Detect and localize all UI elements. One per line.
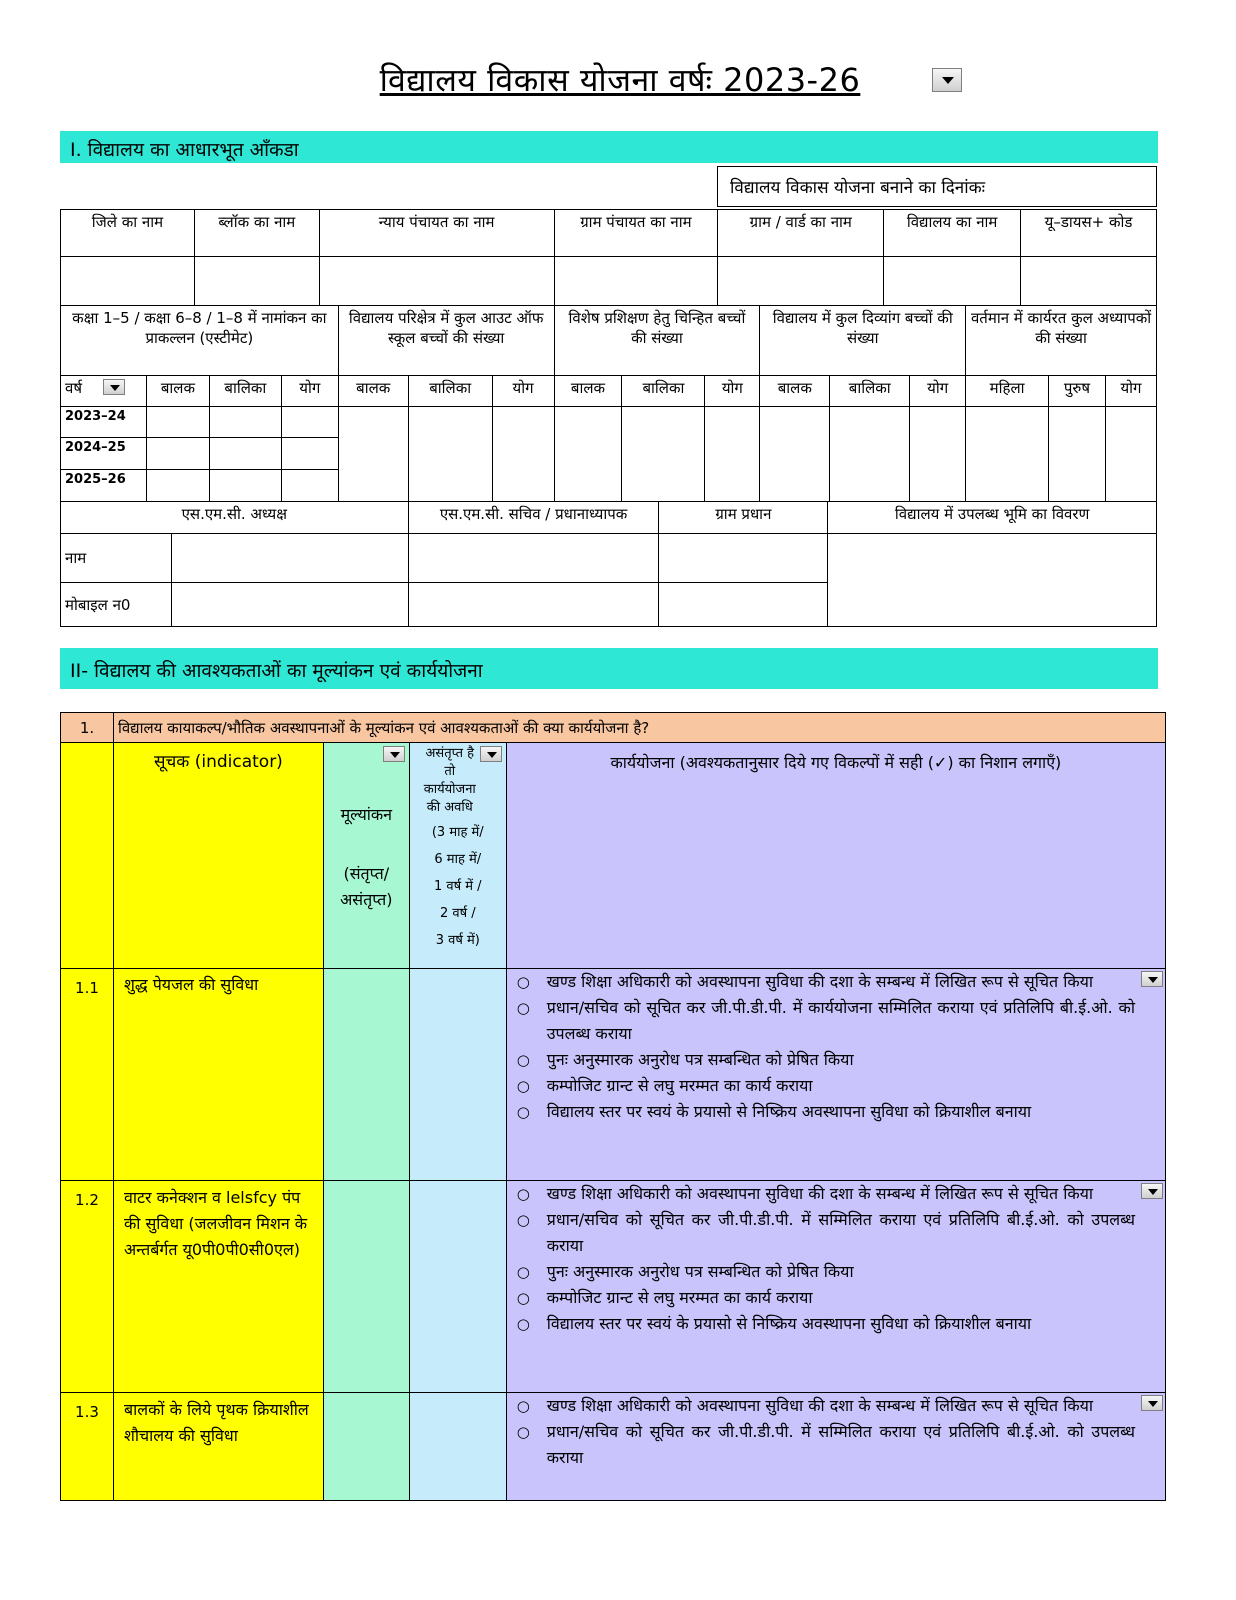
action-option[interactable]: ○ विद्यालय स्तर पर स्वयं के प्रयासो से निष्क्रिय अवस्थापना सुविधा को क्रियाशील बनाया (507, 1099, 1135, 1125)
oos-boys-input[interactable] (338, 407, 408, 502)
action-option[interactable]: ○ प्रधान/सचिव को सूचित कर जी.पी.डी.पी. में सम्मिलित कराया एवं प्रतिलिपि बी.ई.ओ. को उपलब्ध कराया (507, 1419, 1135, 1471)
plan-date-field[interactable]: विद्यालय विकास योजना बनाने का दिनांकः (717, 166, 1157, 207)
duration-dropdown-icon[interactable] (480, 746, 502, 762)
action-dropdown-icon[interactable] (1141, 1183, 1163, 1199)
smc-table (60, 501, 1157, 627)
name-label: नाम (61, 534, 172, 583)
duration-input[interactable] (409, 1181, 506, 1393)
sub-header-boys: बालक (146, 376, 209, 407)
nyay-panchayat-input[interactable] (319, 257, 554, 306)
training-total-input[interactable] (705, 407, 760, 502)
evaluation-options: (संतृप्त/ असंतृप्त) (340, 864, 393, 909)
training-girls-input[interactable] (622, 407, 705, 502)
block-input[interactable] (194, 257, 319, 306)
enroll-girls-input[interactable] (209, 438, 281, 470)
action-option[interactable]: ○ कम्पोजिट ग्रान्ट से लघु मरम्मत का कार्य कराया (507, 1073, 1135, 1099)
header-school-name: विद्यालय का नाम (884, 210, 1021, 257)
header-udise-code: यू–डायस+ कोड (1021, 210, 1157, 257)
village-ward-input[interactable] (718, 257, 884, 306)
action-option[interactable]: ○ खण्ड शिक्षा अधिकारी को अवस्थापना सुविधा की दशा के सम्बन्ध में लिखित रूप से सूचित किया (507, 1393, 1135, 1419)
udise-code-input[interactable] (1021, 257, 1157, 306)
sub-header-female: महिला (966, 376, 1049, 407)
smc-president-mobile-input[interactable] (171, 583, 408, 627)
duration-option: 1 वर्ष में / (433, 879, 482, 894)
sub-header-male: पुरुष (1049, 376, 1106, 407)
duration-label: असंतृप्त है तो कार्ययोजना की अवधि (423, 746, 476, 815)
year-dropdown-icon[interactable] (103, 379, 125, 395)
header-nyay-panchayat: न्याय पंचायत का नाम (319, 210, 554, 257)
header-enrollment-estimate: कक्षा 1–5 / कक्षा 6–8 / 1–8 में नामांकन का प्राकल्लन (एस्टीमेट) (61, 306, 339, 376)
enroll-boys-input[interactable] (146, 407, 209, 438)
evaluation-label: मूल्यांकन (340, 805, 393, 824)
duration-input[interactable] (409, 1393, 506, 1501)
land-details-input[interactable] (828, 534, 1157, 627)
sub-header-total: योग (705, 376, 760, 407)
enroll-girls-input[interactable] (209, 407, 281, 438)
action-option[interactable]: ○ पुनः अनुस्मारक अनुरोध पत्र सम्बन्धित को प्रेषित किया (507, 1047, 1135, 1073)
evaluation-dropdown-icon[interactable] (383, 746, 405, 762)
enroll-total-input[interactable] (281, 470, 338, 502)
header-gram-panchayat: ग्राम पंचायत का नाम (554, 210, 718, 257)
action-option[interactable]: ○ पुनः अनुस्मारक अनुरोध पत्र सम्बन्धित को प्रेषित किया (507, 1259, 1135, 1285)
row-number: 1.2 (61, 1181, 114, 1393)
sub-header-total: योग (1105, 376, 1156, 407)
action-dropdown-icon[interactable] (1141, 1395, 1163, 1411)
action-options (506, 1393, 1165, 1501)
section-1-heading: I. विद्यालय का आधारभूत आँकडा (60, 131, 1158, 163)
evaluation-header (323, 743, 409, 969)
question-text: विद्यालय कायाकल्प/भौतिक अवस्थापनाओं के मूल्यांकन एवं आवश्यकताओं की क्या कार्ययोजना है? (113, 713, 1165, 743)
evaluation-input[interactable] (323, 969, 409, 1181)
sub-header-girls: बालिका (622, 376, 705, 407)
teacher-female-input[interactable] (966, 407, 1049, 502)
year-2024-25: 2024–25 (61, 438, 147, 470)
duration-option: 2 वर्ष / (439, 906, 476, 921)
smc-secretary-mobile-input[interactable] (408, 583, 659, 627)
section-2-heading: II- विद्यालय की आवश्यकताओं का मूल्यांकन एवं कार्ययोजना (60, 648, 1158, 689)
header-smc-president: एस.एम.सी. अध्यक्ष (61, 502, 409, 534)
year-2025-26: 2025–26 (61, 470, 147, 502)
oos-total-input[interactable] (492, 407, 554, 502)
training-boys-input[interactable] (554, 407, 622, 502)
header-smc-secretary: एस.एम.सी. सचिव / प्रधानाध्यापक (408, 502, 659, 534)
basic-info-table (60, 209, 1157, 306)
assessment-table (60, 712, 1166, 1501)
title-dropdown-icon[interactable] (932, 68, 962, 92)
sub-header-total: योग (910, 376, 966, 407)
divyang-girls-input[interactable] (830, 407, 910, 502)
sub-header-total: योग (281, 376, 338, 407)
action-option[interactable]: ○ खण्ड शिक्षा अधिकारी को अवस्थापना सुविधा की दशा के सम्बन्ध में लिखित रूप से सूचित किया (507, 1181, 1135, 1207)
sub-header-boys: बालक (338, 376, 408, 407)
action-option[interactable]: ○ प्रधान/सचिव को सूचित कर जी.पी.डी.पी. में कार्ययोजना सम्मिलित कराया एवं प्रतिलिपि बी.ई.ओ. को उपलब्ध कराया (507, 995, 1135, 1047)
action-dropdown-icon[interactable] (1141, 971, 1163, 987)
duration-option: 3 वर्ष में) (435, 933, 480, 948)
enrollment-stats-table (60, 305, 1157, 502)
action-plan-header: कार्ययोजना (अवश्यकतानुसार दिये गए विकल्पों में सही (✓) का निशान लगाएँ) (506, 743, 1165, 969)
divyang-boys-input[interactable] (760, 407, 830, 502)
sub-header-girls: बालिका (830, 376, 910, 407)
sub-header-boys: बालक (760, 376, 830, 407)
header-block: ब्लॉक का नाम (194, 210, 319, 257)
page-title: विद्यालय विकास योजना वर्षः 2023-26 (379, 61, 861, 99)
header-gram-pradhan: ग्राम प्रधान (659, 502, 828, 534)
question-number: 1. (61, 713, 114, 743)
row-number: 1.3 (61, 1393, 114, 1501)
district-input[interactable] (61, 257, 195, 306)
header-village-ward: ग्राम / वार्ड का नाम (718, 210, 884, 257)
action-option[interactable]: ○ कम्पोजिट ग्रान्ट से लघु मरम्मत का कार्य कराया (507, 1285, 1135, 1311)
sub-header-boys: बालक (554, 376, 622, 407)
sub-header-girls: बालिका (408, 376, 492, 407)
enroll-total-input[interactable] (281, 438, 338, 470)
year-2023-24: 2023–24 (61, 407, 147, 438)
blank-cell (61, 743, 114, 969)
row-number: 1.1 (61, 969, 114, 1181)
sub-header-girls: बालिका (209, 376, 281, 407)
header-teachers: वर्तमान में कार्यरत कुल अध्यापकों की संख्या (966, 306, 1157, 376)
duration-option: 6 माह में/ (434, 852, 482, 867)
gram-pradhan-name-input[interactable] (659, 534, 828, 583)
mobile-label: मोबाइल न0 (61, 583, 172, 627)
duration-input[interactable] (409, 969, 506, 1181)
enroll-boys-input[interactable] (146, 470, 209, 502)
evaluation-input[interactable] (323, 1393, 409, 1501)
gram-pradhan-mobile-input[interactable] (659, 583, 828, 627)
sub-header-total: योग (492, 376, 554, 407)
divyang-total-input[interactable] (910, 407, 966, 502)
duration-header (409, 743, 506, 969)
action-options (506, 969, 1165, 1181)
header-land-details: विद्यालय में उपलब्ध भूमि का विवरण (828, 502, 1157, 534)
action-option[interactable]: ○ विद्यालय स्तर पर स्वयं के प्रयासो से निष्क्रिय अवस्थापना सुविधा को क्रियाशील बनाया (507, 1311, 1135, 1337)
teacher-total-input[interactable] (1105, 407, 1156, 502)
gram-panchayat-input[interactable] (554, 257, 718, 306)
year-header: वर्ष (61, 376, 147, 407)
indicator-text: वाटर कनेक्शन व lelsfcy पंप की सुविधा (जलजीवन मिशन के अन्तर्बर्गत यू0पी0पी0सी0एल) (113, 1181, 323, 1393)
teacher-male-input[interactable] (1049, 407, 1106, 502)
duration-option: (3 माह में/ (431, 825, 484, 840)
enroll-girls-input[interactable] (209, 470, 281, 502)
header-district: जिले का नाम (61, 210, 195, 257)
indicator-header: सूचक (indicator) (113, 743, 323, 969)
smc-secretary-name-input[interactable] (408, 534, 659, 583)
enroll-boys-input[interactable] (146, 438, 209, 470)
evaluation-input[interactable] (323, 1181, 409, 1393)
smc-president-name-input[interactable] (171, 534, 408, 583)
header-divyang-children: विद्यालय में कुल दिव्यांग बच्चों की संख्या (760, 306, 966, 376)
action-options (506, 1181, 1165, 1393)
header-special-training: विशेष प्रशिक्षण हेतु चिन्हित बच्चों की संख्या (554, 306, 760, 376)
action-option[interactable]: ○ खण्ड शिक्षा अधिकारी को अवस्थापना सुविधा की दशा के सम्बन्ध में लिखित रूप से सूचित किया (507, 969, 1135, 995)
oos-girls-input[interactable] (408, 407, 492, 502)
indicator-text: बालकों के लिये पृथक क्रियाशील शौचालय की सुविधा (113, 1393, 323, 1501)
indicator-text: शुद्ध पेयजल की सुविधा (113, 969, 323, 1181)
school-name-input[interactable] (884, 257, 1021, 306)
header-out-of-school: विद्यालय परिक्षेत्र में कुल आउट ऑफ स्कूल बच्चों की संख्या (338, 306, 554, 376)
enroll-total-input[interactable] (281, 407, 338, 438)
action-option[interactable]: ○ प्रधान/सचिव को सूचित कर जी.पी.डी.पी. में सम्मिलित कराया एवं प्रतिलिपि बी.ई.ओ. को उपलब्ध कराया (507, 1207, 1135, 1259)
